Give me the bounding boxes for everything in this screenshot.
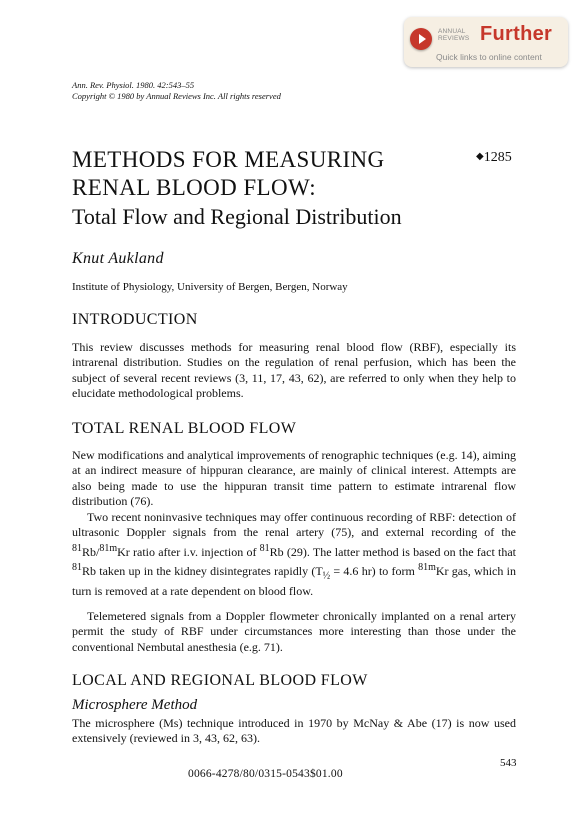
section-heading-total: TOTAL RENAL BLOOD FLOW <box>72 420 297 437</box>
paragraph: Two recent noninvasive techniques may offer continuous recording of RBF: detection of ultrasonic Doppler signals from the renal artery (75), and external recording of the $^{81}$Rb/$^{81m}$Kr ratio after i.v. injection of $^{81}$Rb (29). The latter method is based on the fact that $^{81}$Rb taken up in the kidney disintegrates rapidly ($T_{\frac{1}{2}} = 4.6$ hr) to form $^{81m}$Kr gas, which in turn is removed at a rate dependent on blood flow. <box>72 510 516 598</box>
section-heading-local: LOCAL AND REGIONAL BLOOD FLOW <box>72 672 368 689</box>
article-title: METHODS FOR MEASURING RENAL BLOOD FLOW: <box>72 147 385 200</box>
annual-reviews-further-banner[interactable] <box>404 17 568 67</box>
article-subtitle: Total Flow and Regional Distribution <box>72 204 402 229</box>
annual-reviews-logo-text: ANNUAL REVIEWS <box>438 28 470 42</box>
author-affiliation: Institute of Physiology, University of Bergen, Bergen, Norway <box>72 281 348 293</box>
paragraph: The microsphere (Ms) technique introduced in 1970 by McNay & Abe (17) is now used extensively (reviewed in 3, 43, 62, 63). <box>72 716 516 746</box>
author-name: Knut Aukland <box>72 250 164 267</box>
further-brand: Further <box>480 23 553 45</box>
play-arrow-icon <box>410 28 432 50</box>
page-number: 543 <box>500 757 517 769</box>
further-subtext: Quick links to online content <box>436 52 542 62</box>
section-heading-introduction: INTRODUCTION <box>72 311 198 328</box>
footer-code: 0066-4278/80/0315-0543$01.00 <box>188 768 343 780</box>
article-number: ◆1285 <box>476 150 512 165</box>
subsection-heading-microsphere: Microsphere Method <box>72 697 198 713</box>
paragraph: New modifications and analytical improvements of renographic techniques (e.g. 14), aiming at an indirect measure of hippuran clearance, are mainly of clinical interest. Attempts are also being made to use the hippuran transit time pattern to estimate intrarenal flow distribution (76). <box>72 448 516 508</box>
diamond-icon: ◆ <box>476 151 484 162</box>
paragraph: Telemetered signals from a Doppler flowmeter chronically implanted on a renal artery permit the study of RBF under circumstances more interesting than those under the conventional Nembutal anesthesia (e.g. 71). <box>72 609 516 654</box>
paragraph: This review discusses methods for measuring renal blood flow (RBF), especially its intrarenal distribution. Studies on the regulation of renal perfusion, which has been the subject of several recent reviews (3, 11, 17, 43, 62), are referred to only when they help to elucidate methodological problems. <box>72 340 516 400</box>
journal-reference: Ann. Rev. Physiol. 1980. 42:543–55 Copyright © 1980 by Annual Reviews Inc. All rights reserved <box>72 80 281 101</box>
